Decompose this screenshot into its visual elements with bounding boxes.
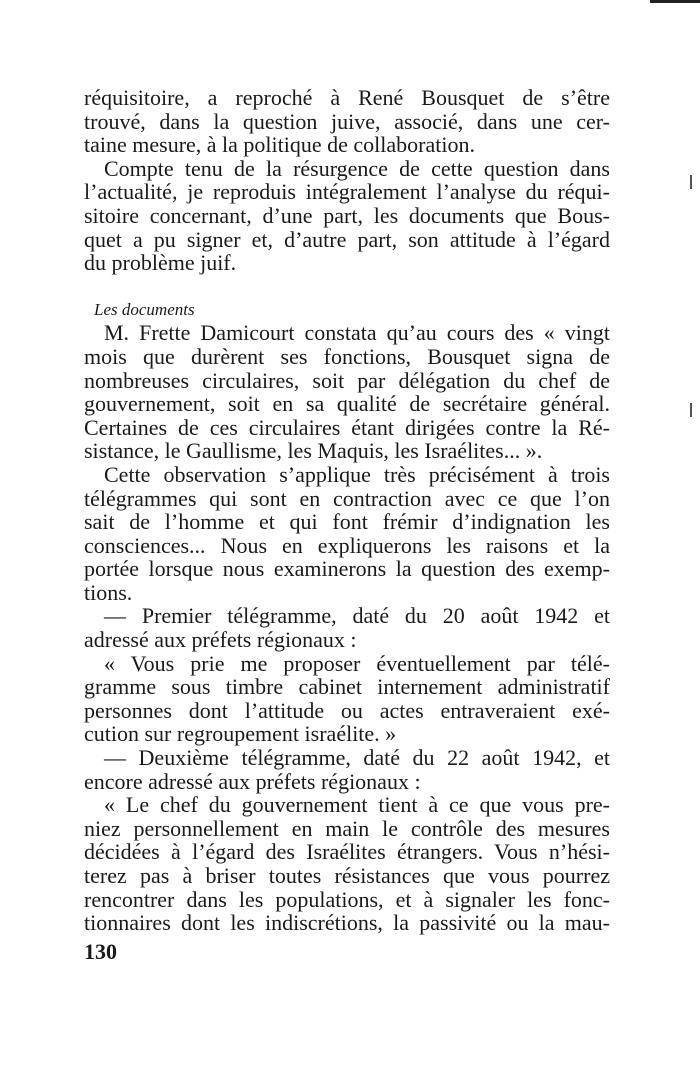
text-line: l’actualité, je reproduis intégralement l’analyse du réqui-: [84, 179, 610, 205]
text-line: mois que durèrent ses fonctions, Bousquet signa de: [84, 343, 610, 369]
text-line: — Premier télégramme, daté du 20 août 1942 et: [104, 603, 610, 629]
text-line: rencontrer dans les populations, et à signaler les fonc-: [84, 886, 610, 912]
text-line: personnes dont l’attitude ou actes entraveraient exé-: [84, 697, 610, 723]
text-line: taine mesure, à la politique de collaboration.: [84, 132, 475, 158]
text-line: trouvé, dans la question juive, associé, dans une cer-: [84, 108, 610, 134]
scan-artifact: [690, 175, 692, 189]
scan-artifact: [650, 0, 700, 3]
text-line: sait de l’homme et qui font frémir d’indignation les: [84, 509, 610, 535]
section-paragraphs: [84, 321, 610, 934]
text-line: décidées à l’égard des Israélites étrangers. Vous n’hési-: [84, 839, 610, 865]
text-line: tionnaires dont les indiscrétions, la passivité ou la mau-: [84, 910, 610, 936]
text-line: « Le chef du gouvernement tient à ce que vous pre-: [104, 792, 610, 818]
paragraph: [84, 463, 610, 605]
text-line: Certaines de ces circulaires étant dirigées contre la Ré-: [84, 414, 610, 440]
text-line: adressé aux préfets régionaux :: [84, 627, 357, 653]
page-number: 130: [84, 939, 117, 964]
paragraph: [84, 321, 610, 463]
paragraph: [84, 157, 610, 275]
text-line: Compte tenu de la résurgence de cette question dans: [104, 155, 610, 181]
text-line: niez personnellement en main le contrôle des mesures: [84, 815, 610, 841]
text-line: réquisitoire, a reproché à René Bousquet de s’être: [84, 85, 610, 110]
paragraph: [84, 652, 610, 746]
paragraph: [84, 746, 610, 793]
text-line: terez pas à briser toutes résistances que vous pourrez: [84, 863, 610, 888]
text-line: portée lorsque nous examinerons la question des exemp-: [84, 556, 610, 582]
text-line: du problème juif.: [84, 250, 237, 276]
text-line: encore adressé aux préfets régionaux :: [84, 768, 421, 794]
text-line: gouvernement, soit en sa qualité de secrétaire général.: [84, 391, 610, 417]
text-line: télégrammes qui sont en contraction avec ce que l’on: [84, 485, 610, 511]
text-line: consciences... Nous en expliquerons les raisons et la: [84, 532, 610, 558]
section-heading: Les documents: [94, 299, 195, 319]
text-line: M. Frette Damicourt constata qu’au cours des « vingt: [104, 320, 610, 346]
text-line: nombreuses circulaires, soit par délégation du chef de: [84, 367, 610, 393]
text-line: Cette observation s’applique très précisément à trois: [104, 461, 610, 487]
scan-artifact: [690, 403, 692, 417]
intro-paragraphs: [84, 86, 610, 275]
text-line: « Vous prie me proposer éventuellement par télé-: [104, 650, 610, 676]
text-line: tions.: [84, 579, 133, 605]
text-line: sitoire concernant, d’une part, les documents que Bous-: [84, 202, 610, 228]
paragraph: [84, 793, 610, 935]
text-line: cution sur regroupement israélite. »: [84, 721, 397, 747]
text-line: — Deuxième télégramme, daté du 22 août 1942, et: [104, 745, 610, 771]
page-body: [84, 86, 610, 935]
paragraph: [84, 86, 610, 157]
text-line: sistance, le Gaullisme, les Maquis, les Israélites... ».: [84, 438, 543, 464]
paragraph: [84, 604, 610, 651]
text-line: quet a pu signer et, d’autre part, son attitude à l’égard: [84, 226, 610, 252]
text-line: gramme sous timbre cabinet internement administratif: [84, 674, 610, 700]
